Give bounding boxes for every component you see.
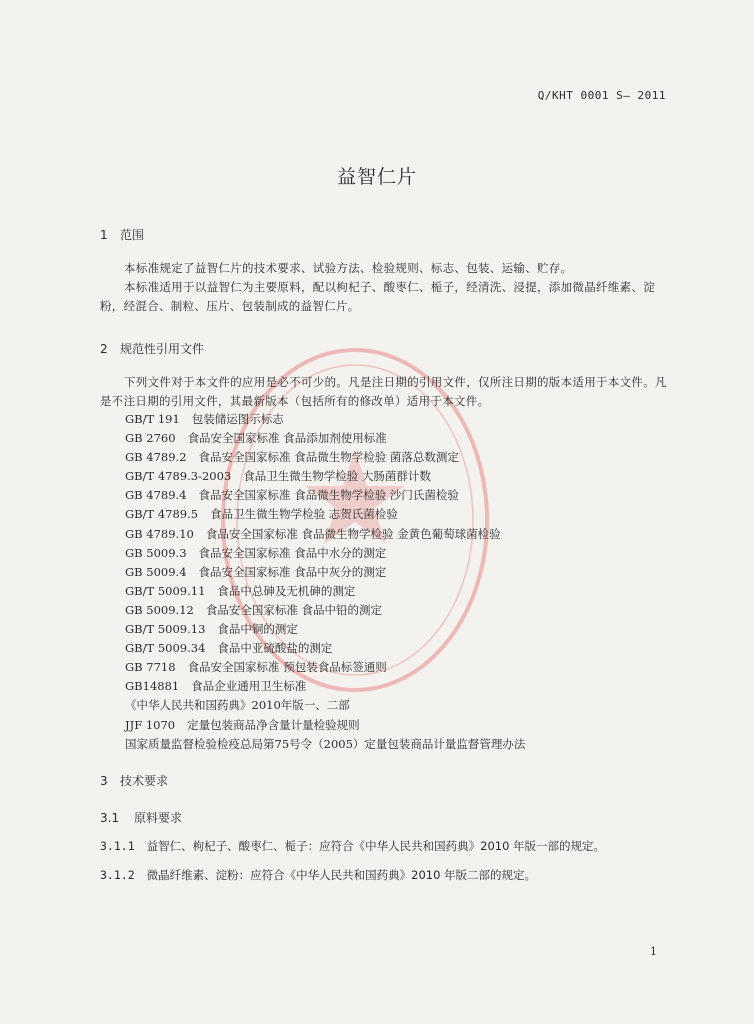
section-1-paragraph-1: 本标准规定了益智仁片的技术要求、试验方法、检验规则、标志、包装、运输、贮存。 [124,261,573,275]
document-title: 益智仁片 [336,166,417,188]
reference-item: GB 5009.12 食品安全国家标准 食品中铅的测定 [125,602,383,617]
page-number: 1 [650,945,657,958]
reference-item: JJF 1070 定量包装商品净含量计量检验规则 [125,717,360,732]
reference-item: 国家质量监督检验检疫总局第75号令（2005）定量包装商品计量监督管理办法 [125,736,526,751]
reference-item: 《中华人民共和国药典》2010年版一、二部 [125,698,350,713]
reference-list [125,410,525,754]
clause-3-1-2: 3.1.2 微晶纤维素、淀粉：应符合《中华人民共和国药典》2010 年版二部的规定。 [100,868,537,882]
subsection-3-1-heading [100,809,182,826]
subsection-title: 原料要求 [134,811,183,825]
reference-item: GB/T 4789.5 食品卫生微生物学检验 志贺氏菌检验 [125,507,398,522]
section-title: 技术要求 [120,774,169,788]
section-2-intro: 下列文件对于本文件的应用是必不可少的。凡是注日期的引用文件，仅所注日期的版本适用于本文件。凡是不注日期的引用文件，其最新版本（包括所有的修改单）适用于本文件。 [100,375,667,408]
reference-item: GB/T 5009.34 食品中亚硫酸盐的测定 [125,641,333,656]
section-1-paragraph-2: 本标准适用于以益智仁为主要原料，配以枸杞子、酸枣仁、栀子，经清洗、浸提，添加微晶纤维素、淀粉，经混合、制粒、压片、包装制成的益智仁片。 [100,280,655,313]
reference-item: GB 4789.10 食品安全国家标准 食品微生物学检验 金黄色葡萄球菌检验 [125,526,501,541]
section-number: 2 [100,342,108,356]
reference-item: GB/T 5009.13 食品中铜的测定 [125,622,298,637]
document-code: Q/KHT 0001 S— 2011 [537,89,666,102]
reference-item: GB 5009.3 食品安全国家标准 食品中水分的测定 [125,545,387,560]
section-1-heading [100,226,144,243]
reference-item: GB/T 4789.3-2003 食品卫生微生物学检验 大肠菌群计数 [125,469,431,484]
section-3-heading [100,772,168,789]
reference-item: GB/T 191 包装储运图示标志 [125,412,284,426]
clause-3-1-1: 3.1.1 益智仁、枸杞子、酸枣仁、栀子：应符合《中华人民共和国药典》2010 年版一部的规定。 [100,839,606,853]
reference-item: GB 4789.2 食品安全国家标准 食品微生物学检验 菌落总数测定 [125,450,459,465]
reference-item: GB 2760 食品安全国家标准 食品添加剂使用标准 [125,431,387,446]
reference-item: GB 4789.4 食品安全国家标准 食品微生物学检验 沙门氏菌检验 [125,488,459,503]
subsection-number: 3.1 [100,811,120,825]
section-2-heading [100,340,204,357]
reference-item: GB/T 5009.11 食品中总砷及无机砷的测定 [125,583,356,598]
section-number: 1 [100,228,108,242]
section-title: 范围 [120,228,145,242]
section-number: 3 [100,774,108,788]
reference-item: GB 5009.4 食品安全国家标准 食品中灰分的测定 [125,564,387,579]
section-title: 规范性引用文件 [120,342,205,356]
reference-item: GB14881 食品企业通用卫生标准 [125,679,307,694]
reference-item: GB 7718 食品安全国家标准 预包装食品标签通则 [125,660,387,675]
